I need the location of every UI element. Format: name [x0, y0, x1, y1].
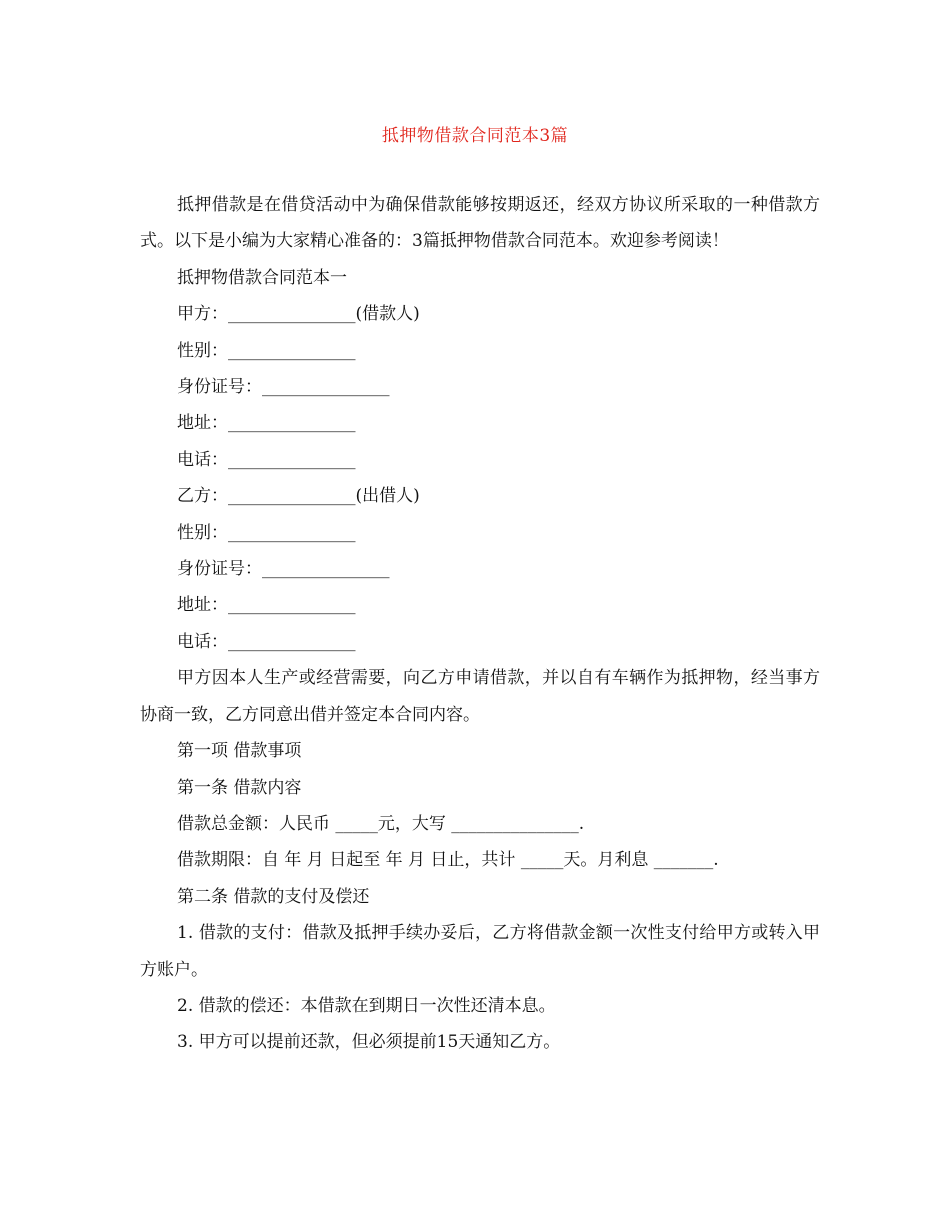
document-title: 抵押物借款合同范本3篇 [381, 126, 569, 146]
document-body [140, 187, 820, 1061]
party-a-id-field: 身份证号：_______________ [177, 377, 390, 398]
party-a-phone-field: 电话：_______________ [177, 449, 356, 470]
party-b-phone-field: 电话：_______________ [177, 631, 356, 652]
party-a-field: 甲方：_______________(借款人) [177, 304, 420, 325]
contract-heading: 抵押物借款合同范本一 [177, 267, 347, 288]
loan-amount-line: 借款总金额：人民币 _____元，大写 _______________. [177, 813, 585, 834]
intro-paragraph: 抵押借款是在借贷活动中为确保借款能够按期返还，经双方协议所采取的一种借款方式。以下是小编为大家精心准备的：3篇抵押物借款合同范本。欢迎参考阅读！ [140, 195, 820, 252]
party-b-field: 乙方：_______________(出借人) [177, 486, 420, 507]
article-heading: 第二条 借款的支付及偿还 [177, 886, 370, 907]
article-heading: 第一条 借款内容 [177, 777, 302, 798]
party-a-gender-field: 性别：_______________ [177, 340, 356, 361]
section-heading: 第一项 借款事项 [177, 741, 302, 762]
clause-item: 2. 借款的偿还：本借款在到期日一次性还清本息。 [177, 995, 556, 1016]
clause-item: 1. 借款的支付：借款及抵押手续办妥后，乙方将借款金额一次性支付给甲方或转入甲方账户。 [140, 923, 820, 980]
party-b-gender-field: 性别：_______________ [177, 522, 356, 543]
loan-term-line: 借款期限：自 年 月 日起至 年 月 日止，共计 _____天。月利息 _______. [177, 850, 719, 871]
purpose-paragraph: 甲方因本人生产或经营需要，向乙方申请借款，并以自有车辆作为抵押物，经当事方协商一致，乙方同意出借并签定本合同内容。 [140, 668, 820, 725]
party-a-address-field: 地址：_______________ [177, 413, 356, 434]
clause-item: 3. 甲方可以提前还款，但必须提前15天通知乙方。 [177, 1032, 561, 1053]
party-b-id-field: 身份证号：_______________ [177, 559, 390, 580]
party-b-address-field: 地址：_______________ [177, 595, 356, 616]
